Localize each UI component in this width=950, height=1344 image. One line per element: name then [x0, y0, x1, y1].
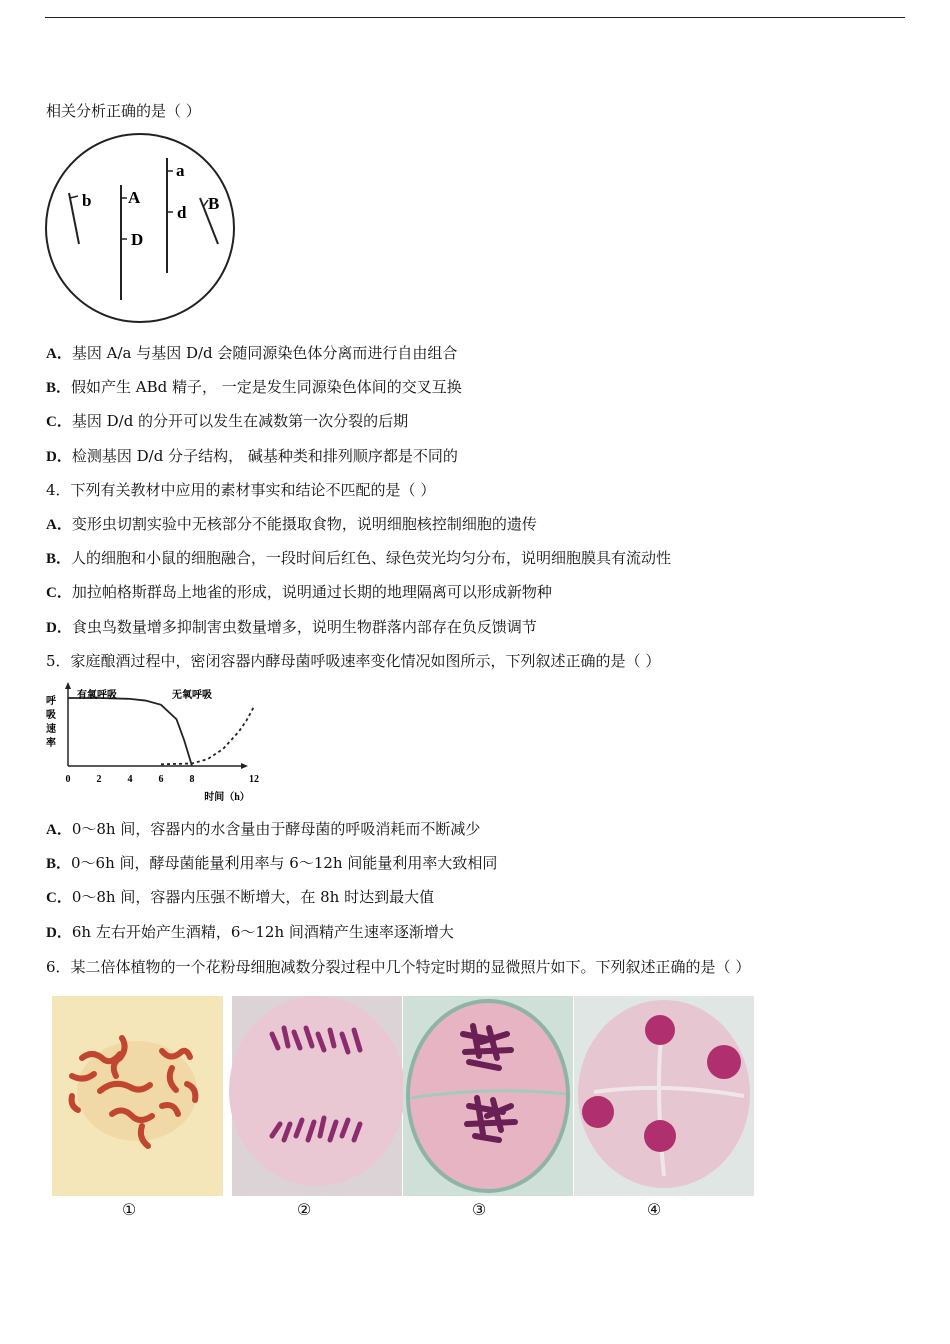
y-axis-label-char: 率 — [46, 738, 56, 749]
q5-option-a: A．0～8h 间，容器内的水含量由于酵母菌的呼吸消耗而不断减少 — [46, 820, 481, 838]
respiration-rate-chart — [44, 680, 259, 806]
x-tick-label: 0 — [65, 774, 71, 785]
label-B: B — [208, 194, 220, 213]
x-tick-label: 2 — [96, 774, 102, 785]
y-axis-label-char: 呼 — [46, 696, 56, 707]
y-axis-label-char: 速 — [46, 724, 56, 735]
label-d: d — [177, 203, 187, 222]
x-tick-label: 8 — [189, 774, 195, 785]
q4-stem: 4．下列有关教材中应用的素材事实和结论不匹配的是（ ） — [46, 481, 436, 499]
x-tick-label: 6 — [158, 774, 164, 785]
chromosome-diagram — [40, 130, 245, 330]
micrograph-1 — [52, 996, 223, 1196]
micrograph-4 — [574, 996, 754, 1196]
caption-3: ③ — [471, 1200, 487, 1219]
q5-option-d: D．6h 左右开始产生酒精，6～12h 间酒精产生速率逐渐增大 — [46, 923, 454, 941]
x-tick-label: 12 — [249, 774, 259, 785]
label-a: a — [176, 161, 185, 180]
caption-1: ① — [121, 1200, 137, 1219]
q5-option-b: B．0～6h 间，酵母菌能量利用率与 6～12h 间能量利用率大致相同 — [46, 854, 498, 872]
label-b: b — [82, 191, 92, 210]
q5-option-c: C．0～8h 间，容器内压强不断增大，在 8h 时达到最大值 — [46, 888, 435, 906]
q3-option-a: A．基因 A/a 与基因 D/d 会随同源染色体分离而进行自由组合 — [46, 344, 458, 362]
q3-option-b: B．假如产生 ABd 精子， 一定是发生同源染色体间的交叉互换 — [46, 378, 462, 396]
series-line-anaerobic — [161, 707, 254, 765]
q4-option-c: C．加拉帕格斯群岛上地雀的形成，说明通过长期的地理隔离可以形成新物种 — [46, 583, 552, 601]
x-tick-label: 4 — [127, 774, 133, 785]
series-line-aerobic — [68, 698, 192, 766]
q4-option-a: A．变形虫切割实验中无核部分不能摄取食物，说明细胞核控制细胞的遗传 — [46, 515, 537, 533]
q5-stem: 5．家庭酿酒过程中，密闭容器内酵母菌呼吸速率变化情况如图所示，下列叙述正确的是（ ） — [46, 652, 661, 670]
header-rule — [45, 17, 905, 18]
q4-option-d: D．食虫鸟数量增多抑制害虫数量增多，说明生物群落内部存在负反馈调节 — [46, 618, 537, 636]
q3-option-c: C．基因 D/d 的分开可以发生在减数第一次分裂的后期 — [46, 412, 409, 430]
q6-stem: 6．某二倍体植物的一个花粉母细胞减数分裂过程中几个特定时期的显微照片如下。下列叙述正确的是（ ） — [46, 958, 751, 976]
caption-4: ④ — [646, 1200, 662, 1219]
q4-option-b: B．人的细胞和小鼠的细胞融合，一段时间后红色、绿色荧光均匀分布，说明细胞膜具有流动性 — [46, 549, 672, 567]
x-axis-label: 时间（h） — [204, 792, 250, 803]
label-D: D — [131, 230, 144, 249]
label-A: A — [128, 188, 141, 207]
micrograph-3 — [403, 996, 573, 1196]
micrograph-2 — [232, 996, 402, 1196]
y-axis-label-char: 吸 — [46, 710, 56, 721]
caption-2: ② — [296, 1200, 312, 1219]
q3-option-d: D．检测基因 D/d 分子结构， 碱基种类和排列顺序都是不同的 — [46, 447, 458, 465]
q3-stem: 相关分析正确的是（ ） — [46, 102, 201, 120]
y-axis-label — [46, 694, 57, 749]
cell-outline — [46, 134, 234, 322]
legend-aerobic: 有氧呼吸 — [77, 690, 117, 701]
legend-anaerobic: 无氧呼吸 — [172, 690, 212, 701]
